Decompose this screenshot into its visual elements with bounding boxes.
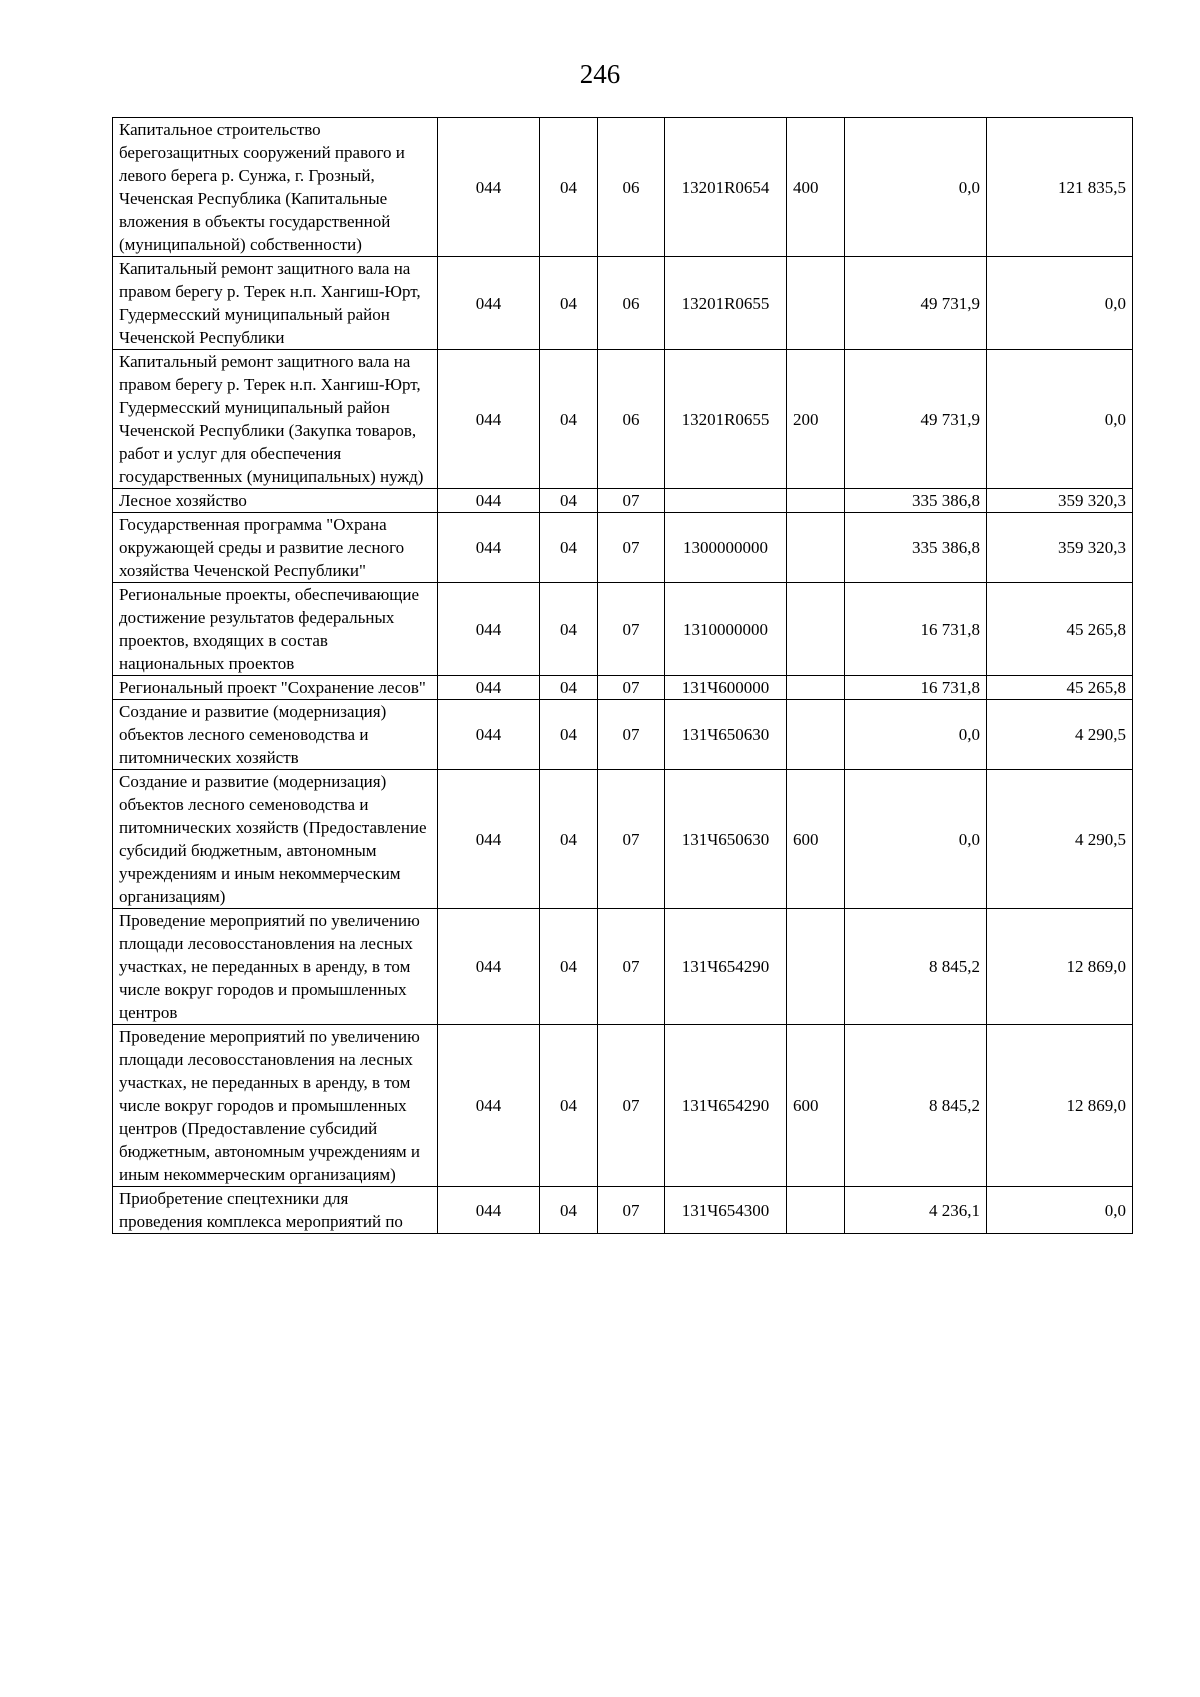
row-section-code: 04 [540, 118, 598, 257]
row-amount-year-1: 8 845,2 [845, 1025, 987, 1187]
row-subsection-code: 07 [598, 676, 665, 700]
row-amount-year-1: 0,0 [845, 118, 987, 257]
row-expense-type-code [787, 513, 845, 583]
row-name: Государственная программа "Охрана окружающей среды и развитие лесного хозяйства Чеченской Республики" [113, 513, 438, 583]
row-target-article-code [665, 700, 787, 770]
row-expense-type-code [787, 583, 845, 676]
row-section-code: 04 [540, 489, 598, 513]
row-subsection-code: 07 [598, 1025, 665, 1187]
table-row [113, 1187, 1133, 1234]
row-expense-type-code [787, 676, 845, 700]
row-expense-type-code [787, 1187, 845, 1234]
target-article-code-text: 131Ч654290 [681, 957, 770, 976]
row-name: Капитальный ремонт защитного вала на правом берегу р. Терек н.п. Хангиш-Юрт, Гудермесский муниципальный район Чеченской Республики [113, 257, 438, 350]
row-amount-year-1: 8 845,2 [845, 909, 987, 1025]
row-amount-year-2: 359 320,3 [987, 513, 1133, 583]
row-subsection-code: 06 [598, 118, 665, 257]
row-amount-year-2: 0,0 [987, 350, 1133, 489]
row-subsection-code: 06 [598, 350, 665, 489]
row-amount-year-1: 16 731,8 [845, 583, 987, 676]
row-amount-year-2: 359 320,3 [987, 489, 1133, 513]
table-row [113, 770, 1133, 909]
row-expense-type-code: 400 [787, 118, 845, 257]
row-name: Проведение мероприятий по увеличению площади лесовосстановления на лесных участках, не переданных в аренду, в том числе вокруг городов и промышленных центров [113, 909, 438, 1025]
row-section-code: 04 [540, 350, 598, 489]
row-name: Создание и развитие (модернизация) объектов лесного семеноводства и питомнических хозяйств (Предоставление субсидий бюджетным, автономным учреждениям и иным некоммерческим организациям) [113, 770, 438, 909]
row-ved-code: 044 [438, 489, 540, 513]
row-amount-year-2: 12 869,0 [987, 1025, 1133, 1187]
row-amount-year-1: 4 236,1 [845, 1187, 987, 1234]
target-article-code-text: 13201R0655 [681, 293, 770, 313]
table-row [113, 489, 1133, 513]
row-name: Приобретение спецтехники для проведения комплекса мероприятий по [113, 1187, 438, 1234]
row-ved-code: 044 [438, 700, 540, 770]
row-expense-type-code [787, 700, 845, 770]
row-section-code: 04 [540, 513, 598, 583]
row-target-article-code [665, 257, 787, 350]
row-ved-code: 044 [438, 350, 540, 489]
row-section-code: 04 [540, 257, 598, 350]
row-name: Создание и развитие (модернизация) объектов лесного семеноводства и питомнических хозяйств [113, 700, 438, 770]
row-amount-year-2: 0,0 [987, 1187, 1133, 1234]
target-article-code-text: 1310000000 [683, 619, 768, 639]
target-article-code-text: 13201R0654 [681, 177, 770, 197]
row-target-article-code [665, 1025, 787, 1187]
row-target-article-code [665, 770, 787, 909]
row-name: Капитальное строительство берегозащитных сооружений правого и левого берега р. Сунжа, г. Грозный, Чеченская Республика (Капитальные вложения в объекты государственной (муниципальной) собственности) [113, 118, 438, 257]
row-amount-year-1: 0,0 [845, 770, 987, 909]
table-row [113, 676, 1133, 700]
row-target-article-code [665, 909, 787, 1025]
row-subsection-code: 06 [598, 257, 665, 350]
row-target-article-code [665, 676, 787, 700]
row-section-code: 04 [540, 583, 598, 676]
row-target-article-code [665, 583, 787, 676]
table-row [113, 909, 1133, 1025]
row-expense-type-code [787, 257, 845, 350]
row-ved-code: 044 [438, 513, 540, 583]
row-subsection-code: 07 [598, 513, 665, 583]
budget-table [112, 117, 1133, 1234]
row-amount-year-2: 12 869,0 [987, 909, 1133, 1025]
row-amount-year-2: 4 290,5 [987, 700, 1133, 770]
row-section-code: 04 [540, 1025, 598, 1187]
row-subsection-code: 07 [598, 770, 665, 909]
row-ved-code: 044 [438, 1187, 540, 1234]
table-row [113, 1025, 1133, 1187]
table-row [113, 257, 1133, 350]
target-article-code-text: 13201R0655 [681, 409, 770, 429]
row-amount-year-2: 121 835,5 [987, 118, 1133, 257]
row-amount-year-1: 335 386,8 [845, 489, 987, 513]
row-ved-code: 044 [438, 770, 540, 909]
row-subsection-code: 07 [598, 489, 665, 513]
row-target-article-code [665, 513, 787, 583]
target-article-code-text: 131Ч654290 [681, 1096, 770, 1115]
target-article-code-text: 131Ч650630 [681, 829, 770, 849]
table-row [113, 700, 1133, 770]
row-amount-year-1: 49 731,9 [845, 257, 987, 350]
row-ved-code: 044 [438, 676, 540, 700]
row-target-article-code [665, 1187, 787, 1234]
row-subsection-code: 07 [598, 909, 665, 1025]
row-ved-code: 044 [438, 257, 540, 350]
row-section-code: 04 [540, 676, 598, 700]
row-ved-code: 044 [438, 118, 540, 257]
row-subsection-code: 07 [598, 583, 665, 676]
row-expense-type-code: 200 [787, 350, 845, 489]
row-name: Региональные проекты, обеспечивающие достижение результатов федеральных проектов, входящих в состав национальных проектов [113, 583, 438, 676]
row-target-article-code [665, 489, 787, 513]
table-row [113, 513, 1133, 583]
row-amount-year-2: 45 265,8 [987, 676, 1133, 700]
target-article-code-text: 131Ч654300 [681, 1200, 770, 1220]
row-subsection-code: 07 [598, 700, 665, 770]
table-row [113, 350, 1133, 489]
row-target-article-code [665, 350, 787, 489]
row-amount-year-1: 49 731,9 [845, 350, 987, 489]
target-article-code-text: 131Ч650630 [681, 725, 770, 744]
row-section-code: 04 [540, 909, 598, 1025]
row-amount-year-2: 4 290,5 [987, 770, 1133, 909]
target-article-code-text: 131Ч600000 [681, 678, 770, 697]
row-section-code: 04 [540, 700, 598, 770]
target-article-code-text: 1300000000 [683, 538, 768, 557]
row-amount-year-1: 0,0 [845, 700, 987, 770]
row-section-code: 04 [540, 770, 598, 909]
row-expense-type-code: 600 [787, 1025, 845, 1187]
row-ved-code: 044 [438, 1025, 540, 1187]
page-number: 246 [579, 59, 621, 89]
row-target-article-code [665, 118, 787, 257]
row-expense-type-code: 600 [787, 770, 845, 909]
row-name: Капитальный ремонт защитного вала на правом берегу р. Терек н.п. Хангиш-Юрт, Гудермесский муниципальный район Чеченской Республики (Закупка товаров, работ и услуг для обеспечения государственных (муниципальных) нужд) [113, 350, 438, 489]
row-amount-year-1: 335 386,8 [845, 513, 987, 583]
row-name: Региональный проект "Сохранение лесов" [113, 676, 438, 700]
row-amount-year-1: 16 731,8 [845, 676, 987, 700]
row-name: Лесное хозяйство [113, 489, 438, 513]
table-row [113, 118, 1133, 257]
row-expense-type-code [787, 489, 845, 513]
row-amount-year-2: 0,0 [987, 257, 1133, 350]
table-row [113, 583, 1133, 676]
row-subsection-code: 07 [598, 1187, 665, 1234]
row-expense-type-code [787, 909, 845, 1025]
row-section-code: 04 [540, 1187, 598, 1234]
row-name: Проведение мероприятий по увеличению площади лесовосстановления на лесных участках, не переданных в аренду, в том числе вокруг городов и промышленных центров (Предоставление субсидий бюджетным, автономным учреждениям и иным некоммерческим организациям) [113, 1025, 438, 1187]
row-amount-year-2: 45 265,8 [987, 583, 1133, 676]
row-ved-code: 044 [438, 909, 540, 1025]
row-ved-code: 044 [438, 583, 540, 676]
